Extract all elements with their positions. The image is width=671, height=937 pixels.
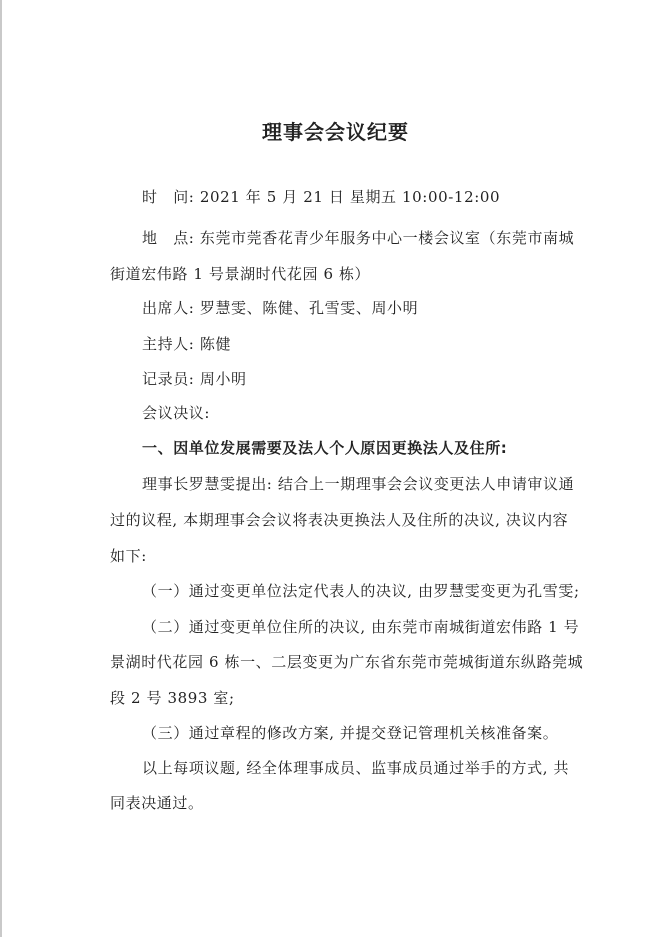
recorder-label: 记录员: [142,370,195,388]
time-value: 2021 年 5 月 21 日 星期五 10:00-12:00 [199,188,501,206]
resolution-item-1: （一）通过变更单位法定代表人的决议, 由罗慧雯变更为孔雪雯; [142,582,580,600]
document-title: 理事会会议纪要 [262,120,409,144]
resolution-heading: 会议决议: [142,404,211,422]
closing-line-1: 以上每项议题, 经全体理事成员、监事成员通过举手的方式, 共 [142,759,570,777]
resolution-item-2-line-1: （二）通过变更单位住所的决议, 由东莞市南城街道宏伟路 1 号 [142,618,580,636]
time-row [142,187,500,207]
time-label: 时 问: [142,188,195,206]
recorder-row [142,369,247,389]
paragraph-1-line-2: 过的议程, 本期理事会会议将表决更换法人及住所的决议, 决议内容 [110,511,569,529]
paragraph-1-line-3: 如下: [110,547,147,565]
paragraph-1-line-1: 理事长罗慧雯提出: 结合上一期理事会会议变更法人申请审议通 [142,475,575,493]
resolution-item-2-line-2: 景湖时代花园 6 栋一、二层变更为广东省东莞市莞城街道东纵路莞城 [110,653,584,671]
place-label: 地 点: [142,229,195,247]
host-row [142,334,231,354]
closing-line-2: 同表决通过。 [110,794,204,812]
host-value: 陈健 [199,335,232,353]
place-value-line-1: 东莞市莞香花青少年服务中心一楼会议室（东莞市南城 [199,229,575,247]
resolution-item-2-line-3: 段 2 号 3893 室; [110,689,235,707]
attendees-label: 出席人: [142,299,195,317]
attendees-row [142,298,418,318]
resolution-item-3: （三）通过章程的修改方案, 并提交登记管理机关核准备案。 [142,724,559,742]
section-1-heading: 一、因单位发展需要及法人个人原因更换法人及住所: [142,439,508,457]
place-row-1 [142,228,574,248]
place-value-line-2: 街道宏伟路 1 号景湖时代花园 6 栋） [110,265,371,283]
recorder-value: 周小明 [199,370,247,388]
attendees-value: 罗慧雯、陈健、孔雪雯、周小明 [199,299,419,317]
host-label: 主持人: [142,335,195,353]
